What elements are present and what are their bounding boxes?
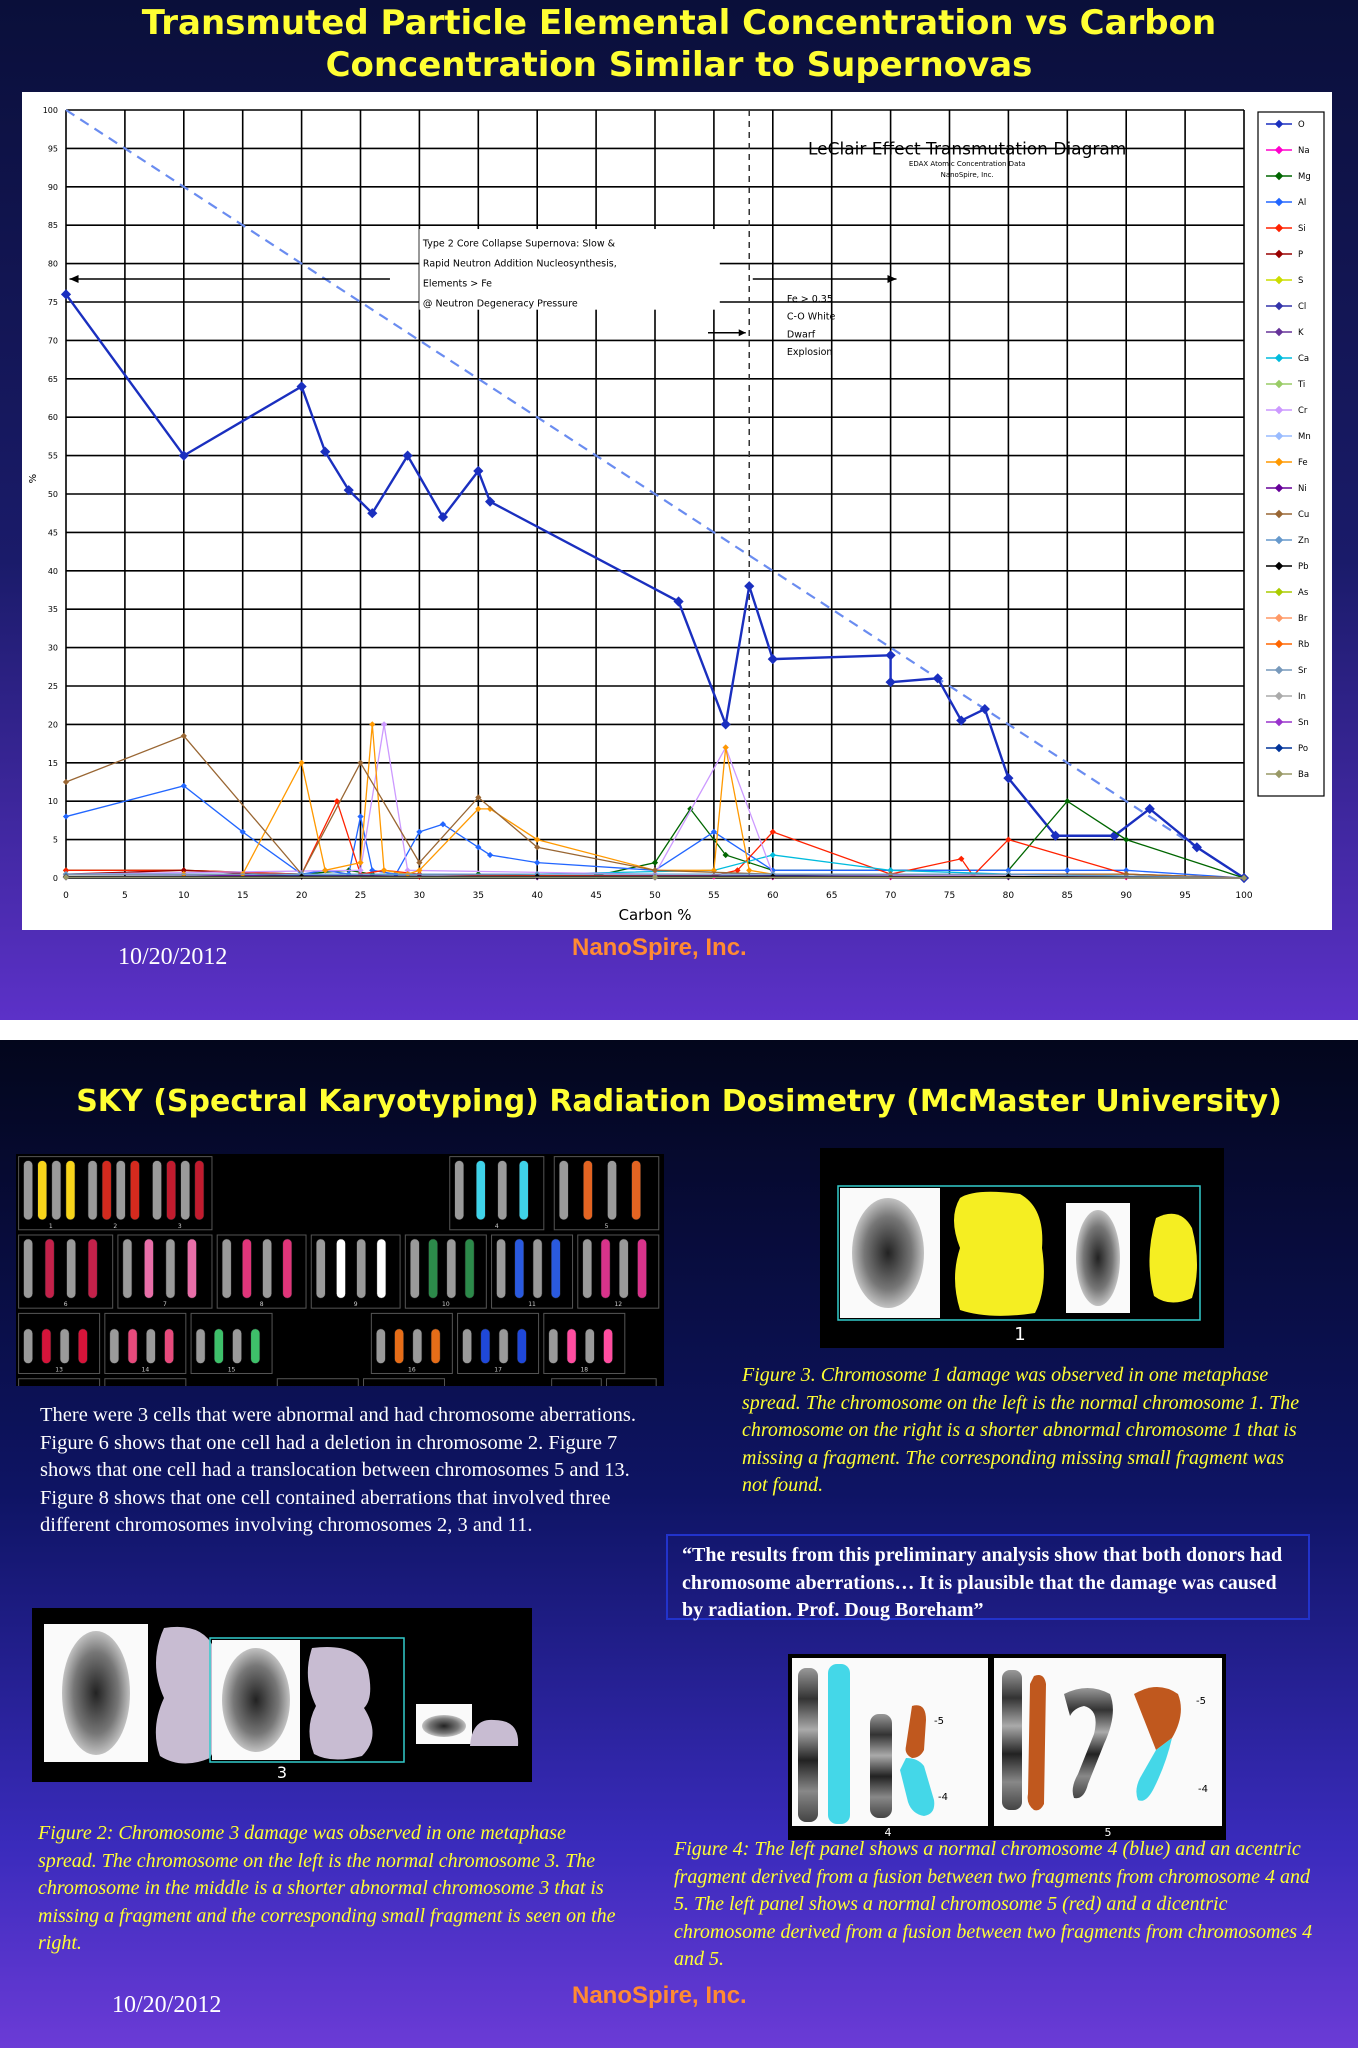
karyotype-chromosome [88,1161,97,1220]
figure4-chr5-paint [1028,1675,1046,1810]
y-tick-label: 70 [47,336,58,346]
series-point-o [485,497,495,507]
legend-box [1258,112,1324,796]
karyotype-chromosome [498,1161,507,1220]
y-tick-label: 55 [47,451,58,461]
karyotype-chromosome [233,1329,242,1364]
karyotype-label: 10 [442,1301,450,1309]
figure3-image [820,1148,1224,1348]
slide2-body-text: There were 3 cells that were abnormal and had chromosome aberrations. Figure 6 shows that one cell had a deletion in chromosome 2. Figure 7 shows that one cell had a translocation between chromosomes 5 and 13. Figure 8 shows that one cell contained aberrations that involved three different chromosomes involving chromosomes 2, 3 and 11. [40,1404,636,1536]
legend-entry-p: P [1298,250,1304,260]
legend-entry-br: Br [1298,614,1308,624]
y-tick-label: 90 [47,182,58,192]
figure4-right-mark-5: -5 [1196,1696,1206,1707]
slide1-title-line1: Transmuted Particle Elemental Concentration vs Carbon [141,3,1217,43]
x-tick-label: 55 [708,891,720,901]
karyotype-label: 3 [177,1222,182,1230]
x-tick-label: 15 [236,891,249,901]
supernova-annotation-line: Rapid Neutron Addition Nucleosynthesis, [422,258,617,270]
series-point-o [673,596,683,606]
series-point-ca [770,852,776,858]
karyotype-chromosome [116,1161,125,1220]
karyotype-chromosome [515,1239,524,1298]
karyotype-chromosome [567,1329,576,1364]
slide-separator [0,1020,1358,1040]
x-tick-label: 45 [590,891,602,901]
series-point-o [721,719,731,729]
legend-entry-na: Na [1298,146,1310,156]
series-point-fe [723,744,729,750]
karyotype-label: 18 [580,1366,589,1374]
karyotype-chromosome [377,1239,386,1298]
figure4-left-mark-5: -5 [934,1716,944,1727]
karyotype-label: 11 [528,1301,536,1309]
karyotype-chromosome [604,1329,613,1364]
legend-entry-cr: Cr [1298,406,1308,416]
karyotype-label: 12 [614,1301,623,1309]
legend-entry-mg: Mg [1298,172,1311,182]
chart-panel [22,92,1332,930]
karyotype-chromosome [251,1329,260,1364]
series-point-o [744,581,754,591]
figure3-abnormal-chromosome [1076,1210,1120,1306]
figure2-label: 3 [276,1763,288,1782]
karyotype-cell [552,1379,602,1386]
y-tick-label: 80 [47,259,58,269]
figure3-caption: Figure 3. Chromosome 1 damage was observed in one metaphase spread. The chromosome on the left is the normal chromosome 1. The chromosome on the right is a shorter abnormal chromosome 1 that is missing a fragment. The corresponding missing small fragment was not found. [742,1364,1300,1496]
figure3-label: 1 [1014,1324,1026,1345]
karyotype-chromosome [465,1239,474,1298]
karyotype-chromosome [601,1239,610,1298]
karyotype-chromosome [102,1161,111,1220]
karyotype-chromosome [144,1239,153,1298]
series-point-cr [381,721,387,727]
x-tick-label: 60 [767,891,779,901]
karyotype-chromosome [608,1161,617,1220]
legend-entry-po: Po [1298,744,1309,754]
figure4-caption: Figure 4: The left panel shows a normal chromosome 4 (blue) and an acentric fragment derived from a fusion between two fragments from chromosome 4 and 5. The left panel shows a normal chromosome 5 (red) and a dicentric chromosome derived from a fusion between two fragments from chromosomes 4 and 5. [674,1838,1313,1970]
karyotype-label: 13 [55,1366,63,1374]
karyotype-label: 6 [63,1301,68,1309]
y-tick-label: 15 [47,758,58,768]
figure3-normal-paint [954,1192,1044,1316]
karyotype-label: 9 [353,1301,358,1309]
karyotype-panel [16,1154,664,1386]
x-tick-label: 5 [122,891,128,901]
y-tick-label: 40 [47,566,58,576]
y-tick-label: 95 [47,144,58,154]
legend-entry-k: K [1298,328,1304,338]
legend-entry-as: As [1298,588,1309,598]
series-point-al [63,813,69,819]
figure2-caption: Figure 2: Chromosome 3 damage was observed in one metaphase spread. The chromosome on the left is the normal chromosome 3. The chromosome in the middle is a shorter abnormal chromosome 3 that is missing a fragment and the corresponding small fragment is seen on the right. [38,1822,616,1954]
x-tick-label: 75 [943,891,956,901]
y-tick-label: 25 [47,682,58,691]
karyotype-chromosome [476,1161,485,1220]
karyotype-label: 7 [163,1301,167,1309]
whitedwarf-pointerhead [739,329,746,336]
legend-entry-sr: Sr [1298,666,1307,676]
series-point-cu [63,779,69,785]
karyotype-cell [105,1379,186,1386]
karyotype-chromosome [196,1329,205,1364]
karyotype-chromosome [517,1329,526,1364]
karyotype-chromosome [67,1239,76,1298]
y-tick-label: 5 [52,835,58,845]
series-point-fe [369,721,375,727]
figure2-abnormal-chromosome [222,1648,290,1752]
karyotype-cell [554,1157,659,1230]
series-point-al [534,860,540,866]
legend-entry-ba: Ba [1298,770,1310,780]
karyotype-chromosome [146,1329,155,1364]
karyotype-label: 17 [494,1366,502,1374]
karyotype-chromosome [336,1239,345,1298]
x-tick-label: 85 [1061,891,1074,901]
karyotype-label: 16 [408,1366,416,1374]
karyotype-chromosome [316,1239,325,1298]
karyotype-chromosome [497,1239,506,1298]
whitedwarf-annotation-line: Dwarf [786,329,816,341]
figure4-left-mark-4: -4 [938,1792,948,1803]
karyotype-chromosome [551,1239,560,1298]
x-axis-label: Carbon % [618,906,692,924]
legend-entry-cl: Cl [1298,302,1307,312]
supernova-annotation-line: @ Neutron Degeneracy Pressure [422,298,578,310]
x-tick-label: 35 [472,891,485,901]
figure4-fragment-banded [870,1714,892,1818]
y-tick-label: 0 [52,874,58,883]
figure2-abnormal-paint [308,1647,373,1760]
y-tick-label: 85 [47,221,58,231]
karyotype-chromosome [130,1161,139,1220]
slide-chart [0,0,1358,1020]
supernova-annotation-line: Elements > Fe [422,278,493,290]
slide1-title [0,2,1358,86]
karyotype-label: 5 [604,1222,609,1230]
karyotype-chromosome [24,1239,33,1298]
chart-subtitle2: NanoSpire, Inc. [940,170,994,179]
karyotype-chromosome [242,1239,251,1298]
karyotype-label: 4 [494,1222,499,1230]
karyotype-chromosome [88,1239,97,1298]
karyotype-chromosome [166,1239,175,1298]
karyotype-label: 14 [141,1366,150,1374]
karyotype-chromosome [533,1239,542,1298]
karyotype-chromosome [413,1329,422,1364]
karyotype-chromosome [42,1329,51,1364]
quote-box: “The results from this preliminary analysis show that both donors had chromosome aberrations… It is plausible that the damage was caused by radiation. Prof. Doug Boreham” [666,1534,1310,1620]
slide2-date: 10/20/2012 [112,1992,222,2018]
karyotype-chromosome [519,1161,528,1220]
legend-entry-s: S [1298,276,1304,286]
karyotype-chromosome [78,1329,87,1364]
series-point-cu [357,760,363,766]
legend-entry-in: In [1298,692,1306,702]
x-tick-label: 70 [884,891,897,901]
karyotype-chromosome [632,1161,641,1220]
x-tick-label: 10 [178,891,190,901]
legend-entry-zn: Zn [1298,536,1310,546]
karyotype-chromosome [110,1329,119,1364]
karyotype-chromosome [283,1239,292,1298]
whitedwarf-annotation-line: Fe > 0.35 [786,294,833,305]
legend-entry-al: Al [1298,198,1307,208]
x-tick-label: 50 [649,891,661,901]
karyotype-chromosome [549,1329,558,1364]
supernova-annotation-line: Type 2 Core Collapse Supernova: Slow & [422,238,616,250]
figure2-normal-paint [156,1627,219,1764]
x-tick-label: 65 [825,891,838,901]
karyotype-chromosome [263,1239,272,1298]
karyotype-chromosome [638,1239,647,1298]
y-tick-label: 20 [47,720,58,730]
karyotype-chromosome [583,1161,592,1220]
series-point-al [357,813,363,819]
x-tick-label: 25 [354,891,367,901]
figure4-label-right: 5 [1104,1826,1112,1839]
karyotype-chromosome [395,1329,404,1364]
whitedwarf-annotation-line: Explosion [786,346,833,358]
karyotype-chromosome [60,1329,69,1364]
y-tick-label: 65 [47,374,58,384]
legend-entry-mn: Mn [1298,432,1311,442]
karyotype-chromosome [559,1161,568,1220]
x-tick-label: 90 [1120,891,1132,901]
y-tick-label: 10 [47,797,58,807]
x-tick-label: 100 [1235,891,1253,901]
x-tick-label: 20 [295,891,308,901]
karyotype-chromosome [619,1239,628,1298]
karyotype-chromosome [429,1239,438,1298]
y-tick-label: 100 [42,106,58,115]
legend-entry-ni: Ni [1298,484,1307,494]
slide2-brand: NanoSpire, Inc. [572,1982,747,2009]
karyotype-chromosome [499,1329,508,1364]
karyotype-chromosome [167,1161,176,1220]
figure3-normal-chromosome [852,1198,924,1308]
series-point-o [886,650,896,660]
x-tick-label: 80 [1002,891,1015,901]
figure2-fragment-chromosome [422,1715,466,1737]
slide1-date: 10/20/2012 [118,944,228,970]
legend-entry-cu: Cu [1298,510,1310,520]
karyotype-chromosome [123,1239,132,1298]
figure2-fragment-paint [470,1720,518,1746]
karyotype-chromosome [376,1329,385,1364]
karyotype-chromosome [45,1239,54,1298]
karyotype-chromosome [153,1161,162,1220]
y-tick-label: 30 [47,643,58,653]
legend-entry-ti: Ti [1298,380,1306,390]
karyotype-chromosome [52,1161,61,1220]
karyotype-chromosome [357,1239,366,1298]
figure4-right-mark-4: -4 [1198,1784,1208,1795]
karyotype-chromosome [181,1161,190,1220]
x-tick-label: 30 [413,891,426,901]
karyotype-cell [277,1379,358,1386]
series-point-o [297,381,307,391]
karyotype-cell [364,1379,445,1386]
legend-entry-o: O [1298,120,1305,130]
series-point-o [768,654,778,664]
x-tick-label: 95 [1179,891,1191,901]
figure4-chr4-paint [828,1664,850,1824]
chart-title: LeClair Effect Transmutation Diagram [807,139,1127,160]
figure4-label-left: 4 [884,1826,892,1839]
y-axis-label: % [28,473,39,484]
y-tick-label: 60 [47,413,58,423]
series-point-fe [746,867,752,873]
karyotype-chromosome [410,1239,419,1298]
karyotype-chromosome [447,1239,456,1298]
karyotype-label: 2 [113,1222,118,1230]
whitedwarf-annotation-line: C-O White [786,311,836,323]
slide1-title-line2: Concentration Similar to Supernovas [325,45,1033,85]
karyotype-chromosome [431,1329,440,1364]
slide2-title: SKY (Spectral Karyotyping) Radiation Dosimetry (McMaster University) [76,1084,1282,1119]
transmutation-chart [22,92,1332,930]
karyotype-chromosome [24,1329,33,1364]
series-point-fe [298,760,304,766]
karyotype-chromosome [214,1329,223,1364]
karyotype-chromosome [128,1329,137,1364]
y-tick-label: 50 [47,490,58,499]
figure4-chr5-banded [1002,1670,1022,1810]
karyotype-cell [607,1379,657,1386]
supernova-arrowhead [70,275,79,283]
figure2-image [32,1608,532,1782]
y-tick-label: 75 [47,298,58,307]
karyotype-chromosome [165,1329,174,1364]
karyotype-chromosome [222,1239,231,1298]
karyotype-label: 8 [259,1301,264,1309]
slide-sky-dosimetry [0,1040,1358,2048]
slide1-brand: NanoSpire, Inc. [572,934,747,961]
legend-entry-si: Si [1298,224,1306,234]
legend-entry-sn: Sn [1298,718,1309,728]
series-point-al [1064,867,1070,873]
legend-entry-pb: Pb [1298,562,1309,572]
karyotype-cell [19,1379,100,1386]
karyotype-chromosome [455,1161,464,1220]
legend-entry-rb: Rb [1298,640,1310,650]
y-tick-label: 35 [47,605,58,615]
karyotype-label: 1 [48,1222,53,1230]
chart-subtitle1: EDAX Atomic Concentration Data [908,160,1026,169]
figure4-image [788,1654,1226,1840]
karyotype-chromosome [195,1161,204,1220]
karyotype-label: 15 [227,1366,236,1374]
karyotype-chromosome [66,1161,75,1220]
karyotype-chromosome [481,1329,490,1364]
karyotype-chromosome [187,1239,196,1298]
karyotype-chromosome [585,1329,594,1364]
figure2-normal-chromosome [62,1631,130,1755]
x-tick-label: 0 [63,891,69,901]
legend-entry-fe: Fe [1298,458,1308,468]
karyotype-chromosome [24,1161,33,1220]
karyotype-chromosome [38,1161,47,1220]
karyotype-chromosome [583,1239,592,1298]
y-tick-label: 45 [47,528,58,538]
legend-entry-ca: Ca [1298,354,1310,364]
series-point-al [416,829,422,835]
karyotype-chromosome [463,1329,472,1364]
figure4-chr4-banded [798,1668,818,1822]
x-tick-label: 40 [531,891,543,901]
karyotype-image [16,1154,664,1386]
whitedwarf-arrowhead [887,275,896,283]
figure3-abnormal-paint [1149,1214,1197,1303]
